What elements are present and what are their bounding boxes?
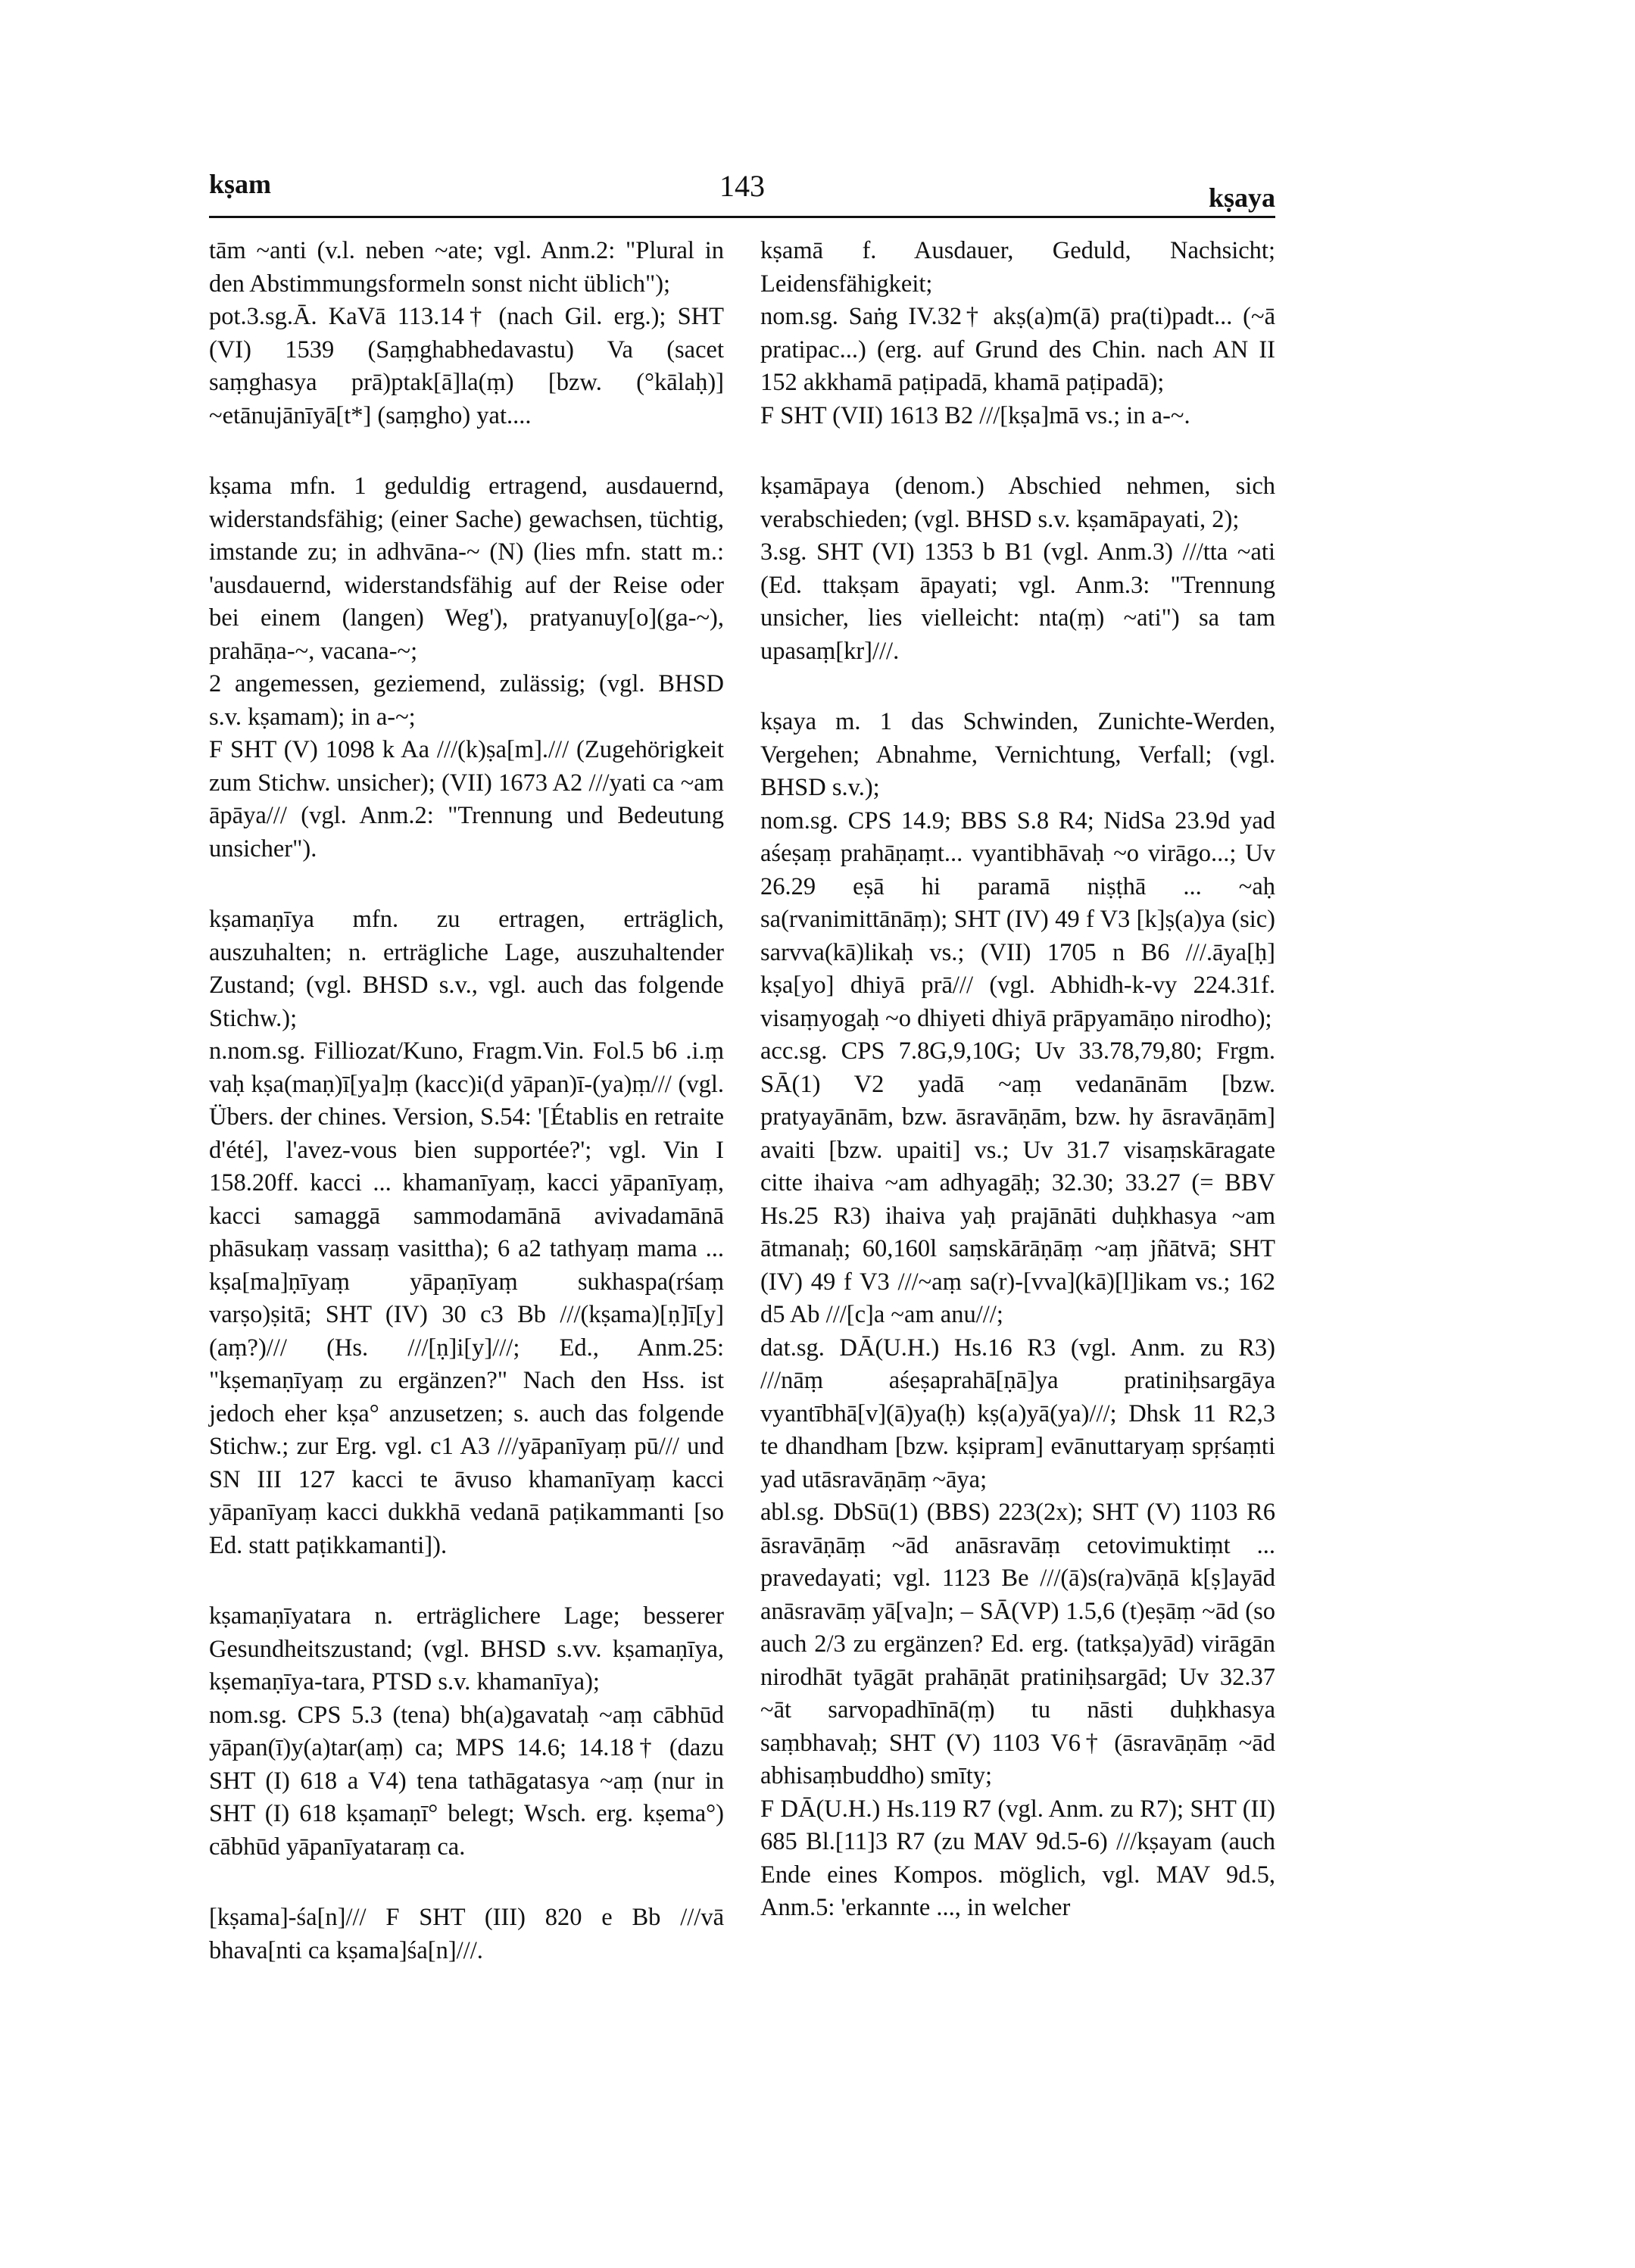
left-running-headword: kṣam: [209, 169, 272, 199]
entry-ksaya: [760, 706, 1275, 1925]
right-column: [760, 235, 1275, 1963]
page-number: 143: [719, 169, 765, 203]
entry-ksama: [209, 470, 724, 866]
entry-paragraph: kṣamaṇīya mfn. zu ertragen, erträglich, auszuhalten; n. erträgliche Lage, auszuhaltender Zustand; (vgl. BHSD s.v., vgl. auch das folgende Stichw.);: [209, 906, 724, 1032]
entry-paragraph: tām ~anti (v.l. neben ~ate; vgl. Anm.2: "Plural in den Abstimmungsformeln sonst nicht üblich");: [209, 237, 724, 298]
entry-continuation: [209, 235, 724, 432]
entry-paragraph: pot.3.sg.Ā. KaVā 113.14† (nach Gil. erg.); SHT (VI) 1539 (Saṃghabhedavastu) Va (sacet saṃghasya prā)ptak[ā]la(ṃ) [bzw. (°kālaḥ)] ~etānujānīyā[t*] (saṃgho) yat....: [209, 303, 724, 429]
entry-paragraph: 2 angemessen, geziemend, zulässig; (vgl. BHSD s.v. kṣamam); in a-~;: [209, 670, 724, 731]
entry-ksamapaya: [760, 470, 1275, 668]
entry-paragraph: abl.sg. DbSū(1) (BBS) 223(2x); SHT (V) 1103 R6 āsravāṇāṃ ~ād anāsravāṃ cetovimuktiṃt ... pravedayati; vgl. 1123 Be ///(ā)s(ra)vāṇā k[ṣ]ayād anāsravāṃ yā[va]n; – SĀ(VP) 1.5,6 (t)eṣāṃ ~ād (so auch 2/3 zu ergänzen? Ed. erg. (tatkṣa)yād) virāgān nirodhāt tyāgāt prahāṇāt pratiniḥsargād; Uv 32.37 ~āt sarvopadhīnā(ṃ) tu nāsti duḥkhasya saṃbhavaḥ; SHT (V) 1103 V6† (āsravāṇāṃ ~ād abhisaṃbuddho) smīty;: [760, 1499, 1275, 1789]
entry-paragraph: F SHT (V) 1098 k Aa ///(k)ṣa[m]./// (Zugehörigkeit zum Stichw. unsicher); (VII) 1673 A2 ///yati ca ~am āpāya/// (vgl. Anm.2: "Trennung und Bedeutung unsicher").: [209, 736, 724, 863]
entry-paragraph: acc.sg. CPS 7.8G,9,10G; Uv 33.78,79,80; Frgm. SĀ(1) V2 yadā ~aṃ vedanānām [bzw. pratyayānām, bzw. āsravāṇām, bzw. hy āsravāṇām] avaiti [bzw. upaiti] vs.; Uv 31.7 visaṃskāragate citte ihaiva ~am adhyagāḥ; 32.30; 33.27 (= BBV Hs.25 R3) ihaiva yaḥ prajānāti duḥkhasya ~am ātmanaḥ; 60,160l saṃskārāṇāṃ ~aṃ jñātvā; SHT (IV) 49 f V3 ///~aṃ sa(r)-[vva](kā)[l]ikam vs.; 162 d5 Ab ///[c]a ~am anu///;: [760, 1037, 1275, 1328]
entry-paragraph: nom.sg. CPS 14.9; BBS S.8 R4; NidSa 23.9d yad aśeṣaṃ prahāṇaṃt... vyantibhāvaḥ ~o virāgo...; Uv 26.29 eṣā hi paramā niṣṭhā ... ~aḥ sa(rvanimittānāṃ); SHT (IV) 49 f V3 [k]ṣ(a)ya (sic) sarvva(kā)likaḥ vs.; (VII) 1705 n B6 ///.āya[ḥ] kṣa[yo] dhiyā prā/// (vgl. Abhidh-k-vy 224.31f. visaṃyogaḥ ~o dhiyeti dhiyā prāpyamāṇo nirodho);: [760, 806, 1275, 1032]
entry-paragraph: nom.sg. Saṅg IV.32† akṣ(a)m(ā) pra(ti)padt... (~ā pratipac...) (erg. auf Grund des Chin. nach AN II 152 akkhamā paṭipadā, khamā paṭipadā);: [760, 303, 1275, 396]
entry-paragraph: n.nom.sg. Filliozat/Kuno, Fragm.Vin. Fol.5 b6 .i.ṃ vaḥ kṣa(maṇ)ī[ya]ṃ (kacc)i(d yāpan)ī-(ya)ṃ/// (vgl. Übers. der chines. Version, S.54: '[Établis en retraite d'été], l'avez-vous bien supportée?'; vgl. Vin I 158.20ff. kacci ... khamanīyaṃ, kacci yāpanīyaṃ, kacci samaggā sammodamānā avivadamānā phāsukaṃ vassaṃ vasittha); 6 a2 tathyaṃ mama ... kṣa[ma]ṇīyaṃ yāpaṇīyaṃ sukhaspa(rśaṃ varṣo)ṣitā; SHT (IV) 30 c3 Bb ///(kṣama)[ṇ]ī[y](aṃ?)/// (Hs. ///[ṇ]i[y]///; Ed., Anm.25: "kṣemaṇīyaṃ zu ergänzen?" Nach den Hss. ist jedoch eher kṣa° anzusetzen; s. auch das folgende Stichw.; zur Erg. vgl. c1 A3 ///yāpanīyaṃ pū/// und SN III 127 kacci te āvuso khamanīyaṃ kacci yāpanīyaṃ kacci dukkhā vedanā paṭikammanti [so Ed. statt paṭikkamanti]).: [209, 1037, 724, 1559]
header-rule: [209, 216, 1275, 218]
right-running-headword: kṣaya: [1208, 183, 1275, 213]
entry-paragraph: kṣama mfn. 1 geduldig ertragend, ausdauernd, widerstandsfähig; (einer Sache) gewachsen, tüchtig, imstande zu; in adhvāna-~ (N) (lies mfn. statt m.: 'ausdauernd, widerstandsfähig auf der Reise oder bei einem (langen) Weg'), pratyanuy[o](ga-~), prahāṇa-~, vacana-~;: [209, 473, 724, 665]
entry-ksamaniyatara: [209, 1600, 724, 1864]
entry-ksama-san: [209, 1901, 724, 1967]
entry-ksamaniya: [209, 903, 724, 1562]
left-column: [209, 235, 724, 2005]
entry-paragraph: F DĀ(U.H.) Hs.119 R7 (vgl. Anm. zu R7); SHT (II) 685 Bl.[11]3 R7 (zu MAV 9d.5-6) ///kṣayam (auch Ende eines Kompos. möglich, vgl. MAV 9d.5, Anm.5: 'erkannte ..., in welcher: [760, 1795, 1275, 1921]
entry-paragraph: [kṣama]-śa[n]/// F SHT (III) 820 e Bb ///vā bhava[nti ca kṣama]śa[n]///.: [209, 1904, 724, 1964]
entry-ksama-f: [760, 235, 1275, 432]
entry-paragraph: dat.sg. DĀ(U.H.) Hs.16 R3 (vgl. Anm. zu R3) ///nāṃ aśeṣaprahā[ṇā]ya pratiniḥsargāya vyantībhā[v](ā)ya(ḥ) kṣ(a)yā(ya)///; Dhsk 11 R2,3 te dhandham [bzw. kṣipram] evānuttaryaṃ spṛśaṃti yad utāsravāṇāṃ ~āya;: [760, 1334, 1275, 1493]
entry-paragraph: kṣamaṇīyatara n. erträglichere Lage; besserer Gesundheitszustand; (vgl. BHSD s.vv. kṣamaṇīya, kṣemaṇīya-tara, PTSD s.v. khamanīya);: [209, 1602, 724, 1696]
entry-paragraph: kṣaya m. 1 das Schwinden, Zunichte-Werden, Vergehen; Abnahme, Vernichtung, Verfall; (vgl. BHSD s.v.);: [760, 708, 1275, 801]
entry-paragraph: nom.sg. CPS 5.3 (tena) bh(a)gavataḥ ~aṃ cābhūd yāpan(ī)y(a)tar(aṃ) ca; MPS 14.6; 14.18† (dazu SHT (I) 618 a V4) tena tathāgatasya ~aṃ (nur in SHT (I) 618 kṣamaṇī° belegt; Wsch. erg. kṣema°) cābhūd yāpanīyataraṃ ca.: [209, 1701, 724, 1861]
entry-paragraph: kṣamāpaya (denom.) Abschied nehmen, sich verabschieden; (vgl. BHSD s.v. kṣamāpayati, 2);: [760, 473, 1275, 533]
entry-paragraph: 3.sg. SHT (VI) 1353 b B1 (vgl. Anm.3) ///tta ~ati (Ed. ttakṣam āpayati; vgl. Anm.3: "Trennung unsicher, lies vielleicht: nta(ṃ) ~ati") sa tam upasaṃ[kr]///.: [760, 538, 1275, 665]
entry-paragraph: F SHT (VII) 1613 B2 ///[kṣa]mā vs.; in a-~.: [760, 401, 1190, 429]
entry-paragraph: kṣamā f. Ausdauer, Geduld, Nachsicht; Leidensfähigkeit;: [760, 237, 1275, 298]
page-header: [209, 168, 1275, 214]
